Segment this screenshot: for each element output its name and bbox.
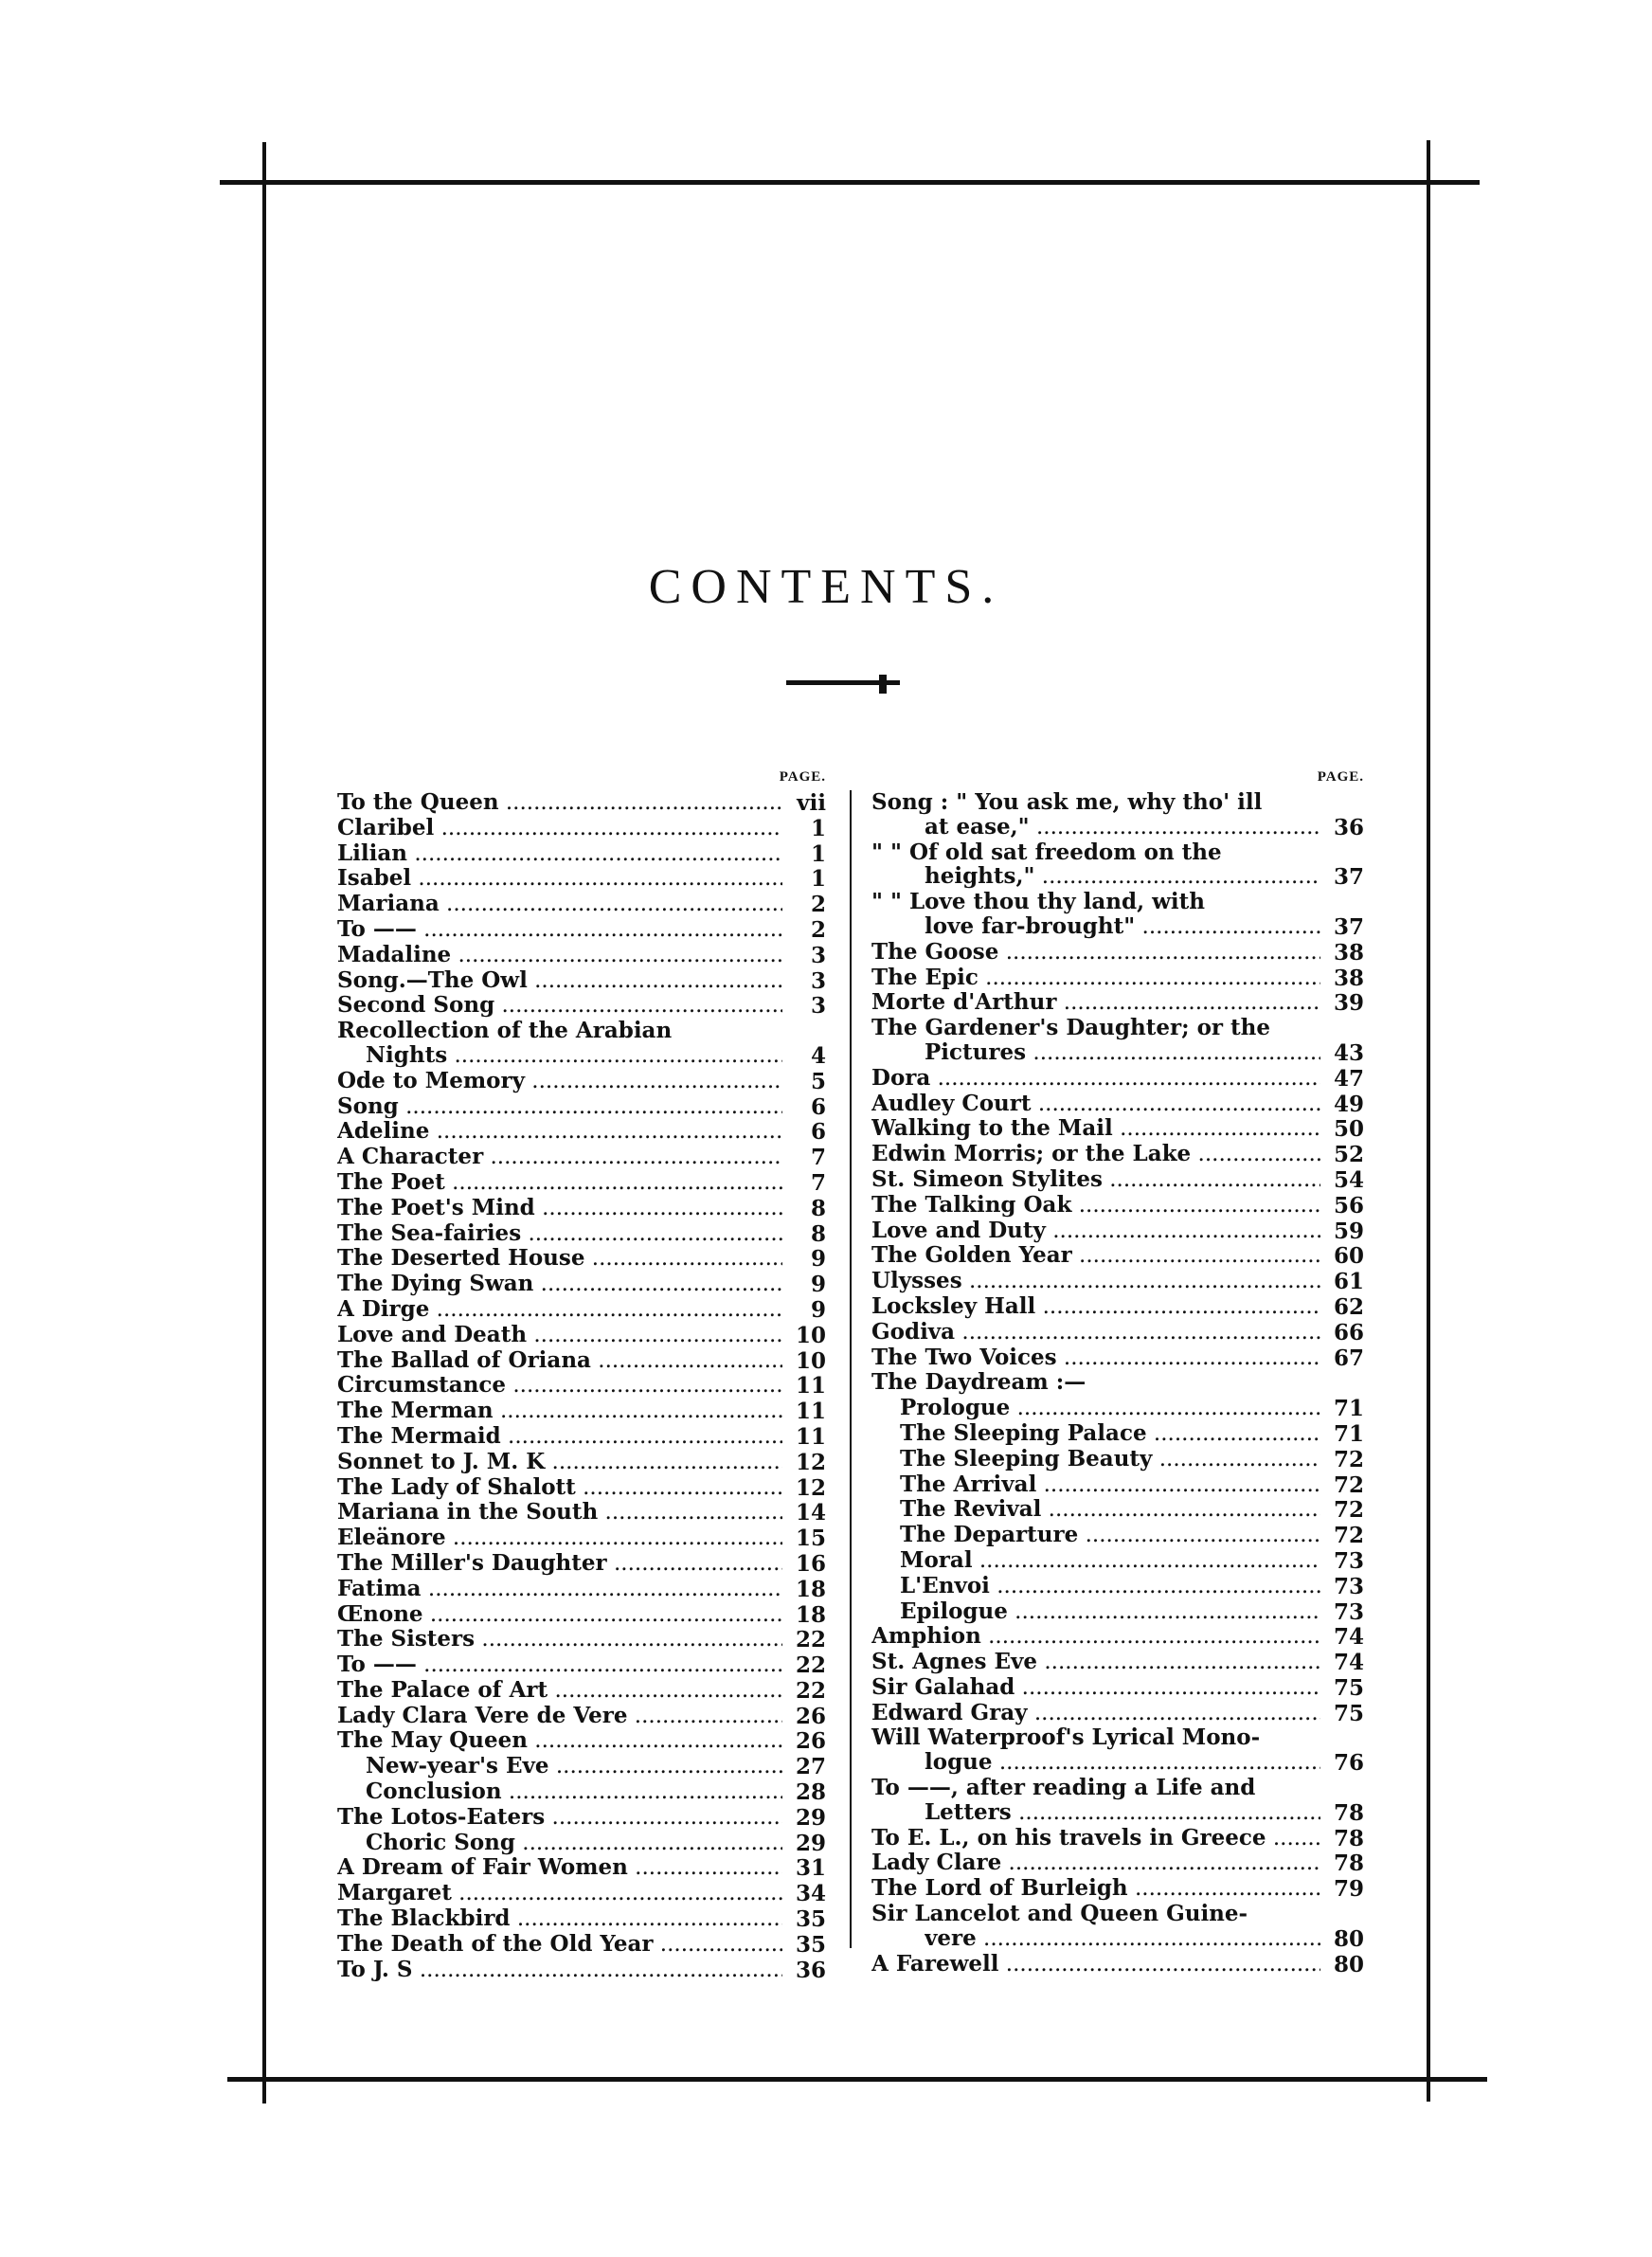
contents-entry: [337, 1881, 826, 1906]
entry-page-number: 11: [795, 1423, 826, 1450]
contents-entry: [337, 1399, 826, 1424]
contents-entry: [337, 1145, 826, 1170]
entry-page-number: 38: [1333, 939, 1364, 966]
contents-entry: [871, 1167, 1364, 1193]
entry-title: The Ballad of Oriana .....: [337, 1348, 782, 1374]
contents-entry: [871, 940, 1364, 966]
contents-entry: [871, 966, 1364, 991]
contents-entry: [337, 816, 826, 841]
contents-entry: [871, 1750, 1364, 1776]
entry-title: Claribel .....: [337, 816, 782, 841]
entry-title: Moral .....: [900, 1548, 1320, 1574]
contents-entry: [871, 990, 1364, 1016]
entry-title: The Poet .....: [337, 1170, 782, 1196]
contents-entry-line: Recollection of the Arabian: [337, 1018, 673, 1044]
contents-entry: [337, 1627, 826, 1652]
contents-entry: [337, 1373, 826, 1399]
entry-page-number: 50: [1333, 1116, 1364, 1143]
entry-title: The Lady of Shalott .....: [337, 1475, 782, 1501]
entry-page-number: 37: [1333, 864, 1364, 891]
entry-title: The May Queen .....: [337, 1728, 782, 1754]
entry-page-number: 3: [810, 967, 826, 994]
entry-page-number: 66: [1333, 1319, 1364, 1345]
entry-title: The Blackbird .....: [337, 1906, 782, 1932]
contents-entry-line: The Gardener's Daughter; or the: [871, 1015, 1271, 1041]
entry-page-number: 15: [795, 1526, 826, 1552]
entry-title: Song .....: [337, 1094, 782, 1120]
contents-entry: [337, 1424, 826, 1450]
entry-title: The Daydream :—: [871, 1370, 1086, 1396]
page-column-label: PAGE.: [779, 769, 826, 785]
contents-entry: [871, 1472, 1364, 1498]
entry-title: love far-brought" .....: [925, 914, 1320, 940]
contents-entry: [871, 1675, 1364, 1701]
entry-page-number: 61: [1333, 1269, 1364, 1295]
contents-entry: [337, 968, 826, 994]
entry-page-number: 78: [1333, 1851, 1364, 1877]
contents-entry: [337, 1297, 826, 1323]
entry-title: Eleänore .....: [337, 1526, 782, 1551]
entry-page-number: 3: [810, 993, 826, 1020]
entry-title: A Farewell .....: [871, 1952, 1320, 1977]
entry-title: The Goose .....: [871, 940, 1320, 966]
entry-title: Sir Galahad .....: [871, 1675, 1320, 1701]
entry-page-number: 2: [810, 916, 826, 943]
contents-entry: [871, 1193, 1364, 1219]
entry-title: Ode to Memory .....: [337, 1069, 782, 1094]
contents-left-column: [337, 769, 826, 1982]
contents-entry: [871, 1548, 1364, 1574]
contents-entry: [337, 917, 826, 943]
contents-entry: [337, 1272, 826, 1297]
contents-entry-line: Sir Lancelot and Queen Guine-: [871, 1901, 1248, 1927]
entry-title: A Dream of Fair Women .....: [337, 1855, 782, 1881]
column-divider: [850, 790, 852, 1948]
entry-title: Nights .....: [366, 1043, 782, 1069]
entry-title: L'Envoi .....: [900, 1574, 1320, 1599]
entry-title: Song.—The Owl .....: [337, 968, 782, 994]
contents-entry: [871, 1650, 1364, 1675]
entry-title: Letters .....: [925, 1800, 1320, 1826]
entry-page-number: 14: [795, 1500, 826, 1526]
contents-entry: [337, 1831, 826, 1856]
contents-entry: [337, 1652, 826, 1678]
entry-title: The Death of the Old Year .....: [337, 1932, 782, 1958]
entry-title: Œnone .....: [337, 1602, 782, 1628]
entry-title: vere .....: [925, 1926, 1320, 1952]
contents-entry: [337, 1779, 826, 1805]
frame-bottom-rule: [227, 2077, 1487, 2082]
entry-title: Love and Duty .....: [871, 1219, 1320, 1244]
entry-title: Choric Song .....: [366, 1831, 782, 1856]
entry-page-number: 78: [1333, 1825, 1364, 1851]
contents-entry: [871, 1599, 1364, 1625]
contents-entry: [871, 1370, 1364, 1396]
entry-page-number: 1: [810, 815, 826, 841]
entry-title: To the Queen .....: [337, 790, 782, 816]
entry-title: at ease," .....: [925, 815, 1320, 840]
entry-page-number: 26: [795, 1703, 826, 1729]
entry-title: Margaret .....: [337, 1881, 782, 1906]
contents-entry: [337, 1323, 826, 1348]
contents-entry: [337, 1119, 826, 1145]
contents-entry: [871, 1219, 1364, 1244]
contents-entry: [871, 1800, 1364, 1826]
entry-title: The Deserted House .....: [337, 1246, 782, 1272]
entry-title: Adeline .....: [337, 1119, 782, 1145]
entry-page-number: 10: [795, 1322, 826, 1348]
contents-entry: [871, 1574, 1364, 1599]
contents-entry: [337, 943, 826, 968]
entry-title: Audley Court .....: [871, 1092, 1320, 1117]
entry-title: Sonnet to J. M. K .....: [337, 1450, 782, 1475]
entry-title: A Character .....: [337, 1145, 782, 1170]
entry-title: heights," .....: [925, 864, 1320, 890]
contents-entry: [337, 1348, 826, 1374]
entry-title: The Palace of Art .....: [337, 1678, 782, 1704]
entry-page-number: 1: [810, 840, 826, 867]
entry-title: Lady Clara Vere de Vere .....: [337, 1704, 782, 1729]
entry-title: Amphion .....: [871, 1624, 1320, 1650]
entry-page-number: 6: [810, 1093, 826, 1120]
entry-page-number: 36: [1333, 814, 1364, 840]
entry-title: Edwin Morris; or the Lake .....: [871, 1142, 1320, 1167]
entry-title: The Golden Year .....: [871, 1243, 1320, 1269]
entry-title: The Sleeping Beauty .....: [900, 1447, 1320, 1472]
entry-title: The Departure .....: [900, 1523, 1320, 1548]
entry-page-number: 11: [795, 1373, 826, 1399]
page-title: CONTENTS.: [648, 560, 1004, 614]
entry-title: New-year's Eve .....: [366, 1754, 782, 1779]
entry-page-number: 34: [795, 1881, 826, 1907]
contents-entry: [871, 1523, 1364, 1548]
entry-title: Love and Death .....: [337, 1323, 782, 1348]
entry-title: To E. L., on his travels in Greece .....: [871, 1826, 1320, 1851]
contents-entry: [871, 1926, 1364, 1952]
contents-entry: [337, 1704, 826, 1729]
contents-entry: [337, 1855, 826, 1881]
contents-entry: [871, 1092, 1364, 1117]
entry-title: Madaline .....: [337, 943, 782, 968]
contents-entry: [337, 1805, 826, 1831]
entry-page-number: 1: [810, 866, 826, 893]
entry-page-number: 12: [795, 1449, 826, 1475]
entry-page-number: 7: [810, 1169, 826, 1196]
contents-entry: [337, 1170, 826, 1196]
entry-page-number: 79: [1333, 1876, 1364, 1903]
contents-entry: [337, 866, 826, 892]
entry-page-number: 38: [1333, 965, 1364, 991]
entry-page-number: 75: [1333, 1674, 1364, 1701]
contents-entry: [337, 892, 826, 917]
entry-title: St. Agnes Eve .....: [871, 1650, 1320, 1675]
contents-entry: [871, 1851, 1364, 1876]
contents-entry: [337, 1958, 826, 1983]
contents-entry: [871, 1826, 1364, 1851]
entry-page-number: 35: [795, 1931, 826, 1958]
contents-entry: [871, 1345, 1364, 1371]
entry-page-number: 62: [1333, 1293, 1364, 1320]
contents-entry: [337, 1551, 826, 1577]
entry-page-number: 71: [1333, 1420, 1364, 1447]
contents-entry: [337, 1602, 826, 1628]
entry-page-number: 37: [1333, 913, 1364, 940]
contents-entry: [871, 1952, 1364, 1977]
entry-page-number: 35: [795, 1906, 826, 1933]
entry-page-number: 12: [795, 1474, 826, 1501]
entry-title: Fatima .....: [337, 1577, 782, 1602]
contents-entry: [871, 1396, 1364, 1421]
entry-page-number: 18: [795, 1576, 826, 1602]
entry-title: Morte d'Arthur .....: [871, 990, 1320, 1016]
entry-page-number: 36: [795, 1957, 826, 1983]
contents-entry: [337, 1754, 826, 1779]
entry-page-number: 49: [1333, 1091, 1364, 1117]
entry-page-number: 72: [1333, 1497, 1364, 1524]
entry-page-number: 80: [1333, 1951, 1364, 1977]
entry-title: Walking to the Mail .....: [871, 1116, 1320, 1142]
contents-entry: [871, 1320, 1364, 1345]
contents-entry: [871, 914, 1364, 940]
contents-entry: [871, 1421, 1364, 1447]
entry-title: A Dirge .....: [337, 1297, 782, 1323]
entry-page-number: 5: [810, 1068, 826, 1094]
entry-title: logue .....: [925, 1750, 1320, 1776]
entry-page-number: 78: [1333, 1799, 1364, 1826]
entry-page-number: 8: [810, 1220, 826, 1247]
contents-entry: [337, 1094, 826, 1120]
entry-title: The Dying Swan .....: [337, 1272, 782, 1297]
entry-page-number: 73: [1333, 1547, 1364, 1574]
entry-title: Circumstance .....: [337, 1373, 782, 1399]
entry-page-number: 74: [1333, 1650, 1364, 1676]
entry-page-number: 73: [1333, 1598, 1364, 1625]
entry-page-number: 74: [1333, 1624, 1364, 1651]
contents-entry: [337, 1526, 826, 1551]
entry-title: Lilian .....: [337, 841, 782, 867]
contents-entry: [871, 864, 1364, 890]
entry-title: Prologue .....: [900, 1396, 1320, 1421]
entry-page-number: 16: [795, 1550, 826, 1577]
entry-page-number: 29: [795, 1830, 826, 1856]
contents-entry: [337, 790, 826, 816]
entry-page-number: 72: [1333, 1472, 1364, 1498]
entry-page-number: 9: [810, 1272, 826, 1298]
entry-title: Ulysses .....: [871, 1269, 1320, 1294]
contents-entry-line: Will Waterproof's Lyrical Mono-: [871, 1724, 1261, 1751]
entry-title: Second Song .....: [337, 993, 782, 1019]
contents-entry: [337, 1069, 826, 1094]
entry-page-number: 3: [810, 942, 826, 968]
entry-page-number: 39: [1333, 990, 1364, 1017]
entry-page-number: 7: [810, 1145, 826, 1171]
contents-entry: [871, 1243, 1364, 1269]
entry-title: Epilogue .....: [900, 1599, 1320, 1625]
contents-entry: [871, 1040, 1364, 1066]
page-column-label: PAGE.: [1317, 769, 1364, 785]
entry-page-number: 43: [1333, 1039, 1364, 1066]
entry-page-number: 27: [795, 1754, 826, 1780]
entry-title: The Epic .....: [871, 966, 1320, 991]
contents-entry: [871, 1447, 1364, 1472]
entry-title: To —— .....: [337, 917, 782, 943]
contents-entry-line: " " Love thou thy land, with: [871, 889, 1205, 915]
entry-title: Mariana in the South .....: [337, 1500, 782, 1526]
contents-entry: [337, 1577, 826, 1602]
entry-page-number: 56: [1333, 1192, 1364, 1219]
entry-title: The Sleeping Palace .....: [900, 1421, 1320, 1447]
contents-entry: [337, 1932, 826, 1958]
contents-entry: [871, 1294, 1364, 1320]
contents-entry: [871, 1269, 1364, 1294]
contents-entry: [337, 1728, 826, 1754]
entry-page-number: 9: [810, 1246, 826, 1273]
entry-page-number: vii: [797, 790, 826, 816]
contents-entry: [337, 1450, 826, 1475]
entry-page-number: 22: [795, 1677, 826, 1704]
contents-entry-line: " " Of old sat freedom on the: [871, 839, 1222, 865]
entry-title: Pictures .....: [925, 1040, 1320, 1066]
contents-entry: [871, 1624, 1364, 1650]
contents-entry: [337, 1196, 826, 1221]
entry-title: The Merman .....: [337, 1399, 782, 1424]
contents-entry: [871, 1876, 1364, 1902]
contents-entry: [871, 1116, 1364, 1142]
entry-page-number: 67: [1333, 1345, 1364, 1371]
entry-page-number: 31: [795, 1855, 826, 1882]
entry-page-number: 75: [1333, 1700, 1364, 1726]
frame-left-rule: [262, 142, 266, 2104]
entry-title: St. Simeon Stylites .....: [871, 1167, 1320, 1193]
entry-page-number: 4: [810, 1042, 826, 1069]
frame-top-rule: [220, 180, 1480, 185]
entry-title: The Mermaid .....: [337, 1424, 782, 1450]
entry-page-number: 9: [810, 1296, 826, 1323]
contents-entry: [337, 1678, 826, 1704]
entry-page-number: 8: [810, 1195, 826, 1221]
entry-title: The Arrival .....: [900, 1472, 1320, 1498]
entry-page-number: 29: [795, 1804, 826, 1831]
entry-page-number: 6: [810, 1119, 826, 1146]
contents-right-column: [871, 769, 1364, 1977]
entry-title: The Revival .....: [900, 1497, 1320, 1523]
contents-entry-line: To ——, after reading a Life and: [871, 1775, 1256, 1801]
entry-title: Lady Clare .....: [871, 1851, 1320, 1876]
entry-title: The Talking Oak .....: [871, 1193, 1320, 1219]
contents-entry-line: Song : " You ask me, why tho' ill: [871, 789, 1263, 815]
entry-title: The Two Voices .....: [871, 1345, 1320, 1371]
entry-title: Mariana .....: [337, 892, 782, 917]
entry-page-number: 71: [1333, 1396, 1364, 1422]
entry-page-number: 54: [1333, 1166, 1364, 1193]
contents-entry: [337, 1043, 826, 1069]
contents-entry: [871, 1066, 1364, 1092]
entry-title: Conclusion .....: [366, 1779, 782, 1805]
contents-entry: [871, 815, 1364, 840]
contents-entry: [337, 1475, 826, 1501]
entry-title: The Sea-fairies .....: [337, 1221, 782, 1247]
entry-page-number: 52: [1333, 1142, 1364, 1168]
contents-entry: [871, 1497, 1364, 1523]
entry-title: The Lord of Burleigh .....: [871, 1876, 1320, 1902]
contents-entry: [871, 1701, 1364, 1726]
contents-entry: [337, 1246, 826, 1272]
entry-title: To J. S .....: [337, 1958, 782, 1983]
entry-page-number: 2: [810, 892, 826, 918]
entry-page-number: 47: [1333, 1065, 1364, 1092]
entry-title: Isabel .....: [337, 866, 782, 892]
entry-page-number: 72: [1333, 1523, 1364, 1549]
entry-title: Locksley Hall .....: [871, 1294, 1320, 1320]
contents-entry: [337, 841, 826, 867]
entry-page-number: 18: [795, 1601, 826, 1628]
frame-right-rule: [1427, 140, 1430, 2102]
entry-title: The Sisters .....: [337, 1627, 782, 1652]
entry-page-number: 22: [795, 1627, 826, 1653]
entry-title: To —— .....: [337, 1652, 782, 1678]
entry-title: Dora .....: [871, 1066, 1320, 1092]
contents-entry: [337, 993, 826, 1019]
entry-page-number: 73: [1333, 1573, 1364, 1599]
entry-title: Edward Gray .....: [871, 1701, 1320, 1726]
entry-page-number: 10: [795, 1347, 826, 1374]
entry-page-number: 60: [1333, 1243, 1364, 1270]
entry-page-number: 26: [795, 1728, 826, 1755]
contents-entry: [337, 1906, 826, 1932]
contents-entry: [337, 1221, 826, 1247]
entry-page-number: 22: [795, 1652, 826, 1679]
entry-page-number: 72: [1333, 1446, 1364, 1472]
entry-page-number: 59: [1333, 1218, 1364, 1244]
title-ornament-dot: [879, 675, 887, 694]
contents-entry: [871, 1142, 1364, 1167]
entry-page-number: 28: [795, 1779, 826, 1806]
contents-entry: [337, 1500, 826, 1526]
entry-page-number: 76: [1333, 1750, 1364, 1777]
entry-title: The Poet's Mind .....: [337, 1196, 782, 1221]
entry-title: The Miller's Daughter .....: [337, 1551, 782, 1577]
entry-title: Godiva .....: [871, 1320, 1320, 1345]
entry-page-number: 11: [795, 1399, 826, 1425]
entry-title: The Lotos-Eaters .....: [337, 1805, 782, 1831]
entry-page-number: 80: [1333, 1925, 1364, 1952]
